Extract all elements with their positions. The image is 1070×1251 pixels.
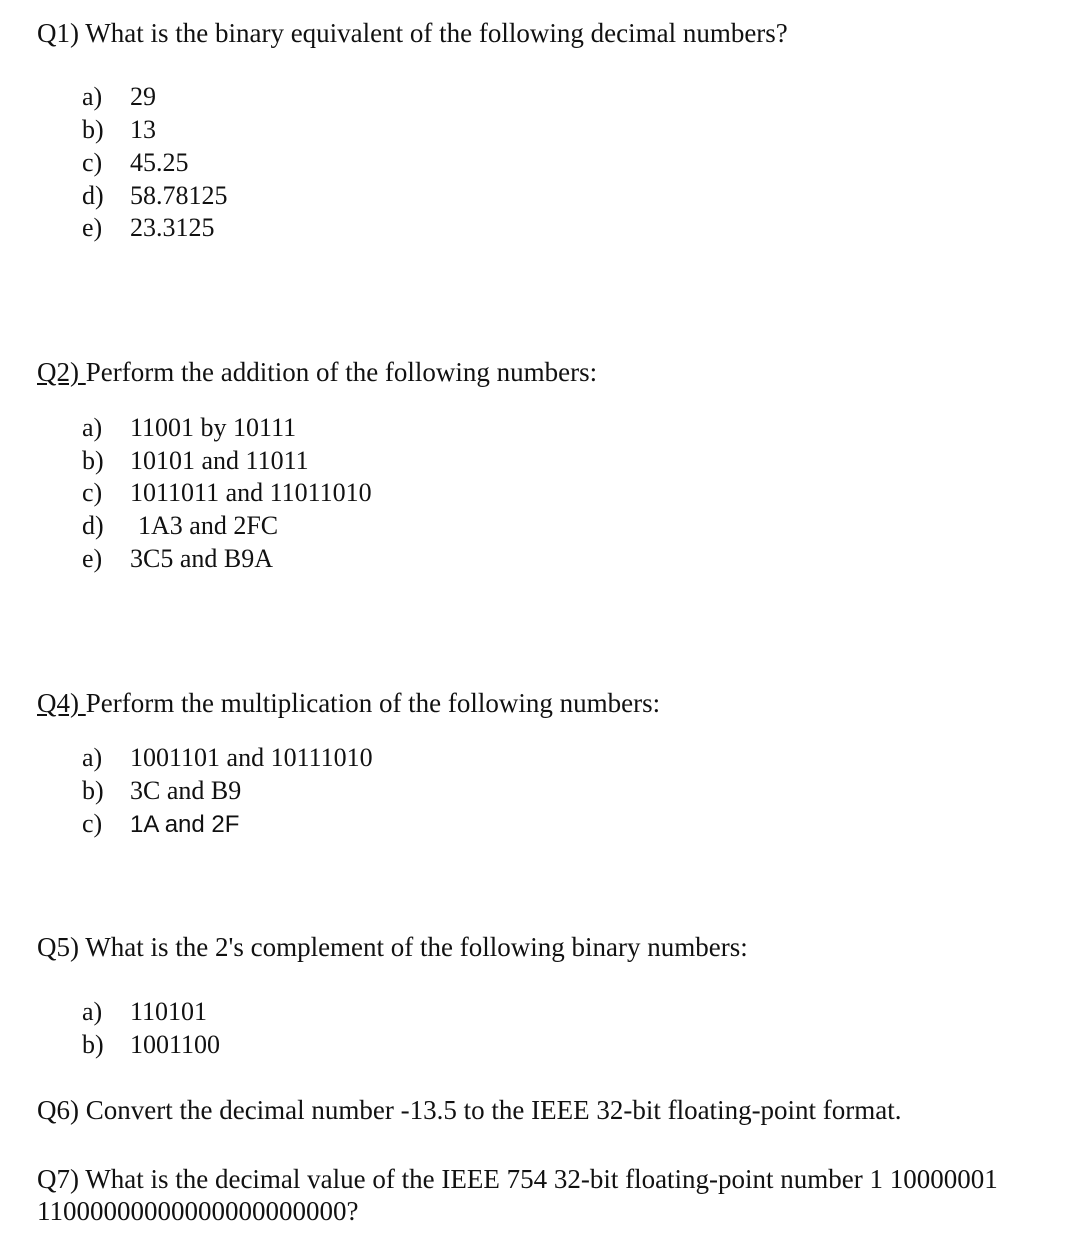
question-7-title-line1: Q7) What is the decimal value of the IEEE 754 32-bit floating-point number 1 10000001 xyxy=(37,1164,998,1194)
q2-item-a xyxy=(82,413,296,443)
item-text: 13 xyxy=(130,115,156,144)
item-label: a) xyxy=(82,82,103,111)
item-label: d) xyxy=(82,511,104,540)
item-text: 11001 by 10111 xyxy=(130,413,297,442)
item-label: a) xyxy=(82,997,103,1026)
q2-item-c xyxy=(82,478,372,508)
q4-item-c xyxy=(82,809,239,840)
item-label: b) xyxy=(82,776,104,805)
item-text: 1A and 2F xyxy=(130,811,240,838)
item-label: b) xyxy=(82,446,104,475)
item-text: 10101 and 11011 xyxy=(130,446,309,475)
item-label: b) xyxy=(82,1030,104,1059)
question-1-title: Q1) What is the binary equivalent of the following decimal numbers? xyxy=(37,18,788,48)
q2-item-e xyxy=(82,544,273,574)
item-text: 23.3125 xyxy=(130,213,215,242)
item-text: 3C5 and B9A xyxy=(130,544,273,573)
item-label: a) xyxy=(82,413,103,442)
item-text: 3C and B9 xyxy=(130,776,242,805)
item-text: 1001100 xyxy=(130,1030,221,1059)
item-label: e) xyxy=(82,213,103,242)
question-text: Perform the multiplication of the following numbers: xyxy=(85,688,661,718)
item-label: c) xyxy=(82,478,103,507)
item-text: 110101 xyxy=(130,997,208,1026)
question-number: Q4) xyxy=(37,688,79,718)
question-2-title xyxy=(37,357,597,387)
item-label: b) xyxy=(82,115,104,144)
item-text: 58.78125 xyxy=(130,181,228,210)
q4-item-a xyxy=(82,743,373,773)
q1-item-b xyxy=(82,115,156,145)
item-label: d) xyxy=(82,181,104,210)
q5-item-a xyxy=(82,997,207,1027)
question-4-title xyxy=(37,688,660,718)
item-text: 1A3 and 2FC xyxy=(138,511,279,540)
question-5-title: Q5) What is the 2's complement of the following binary numbers: xyxy=(37,932,748,962)
q1-item-c xyxy=(82,148,189,178)
item-label: e) xyxy=(82,544,103,573)
item-text: 29 xyxy=(130,82,156,111)
question-text: Perform the addition of the following numbers: xyxy=(85,357,598,387)
q2-item-d xyxy=(82,511,278,541)
question-6-title: Q6) Convert the decimal number -13.5 to the IEEE 32-bit floating-point format. xyxy=(37,1095,902,1125)
q5-item-b xyxy=(82,1030,220,1060)
question-number: Q2) xyxy=(37,357,79,387)
item-label: a) xyxy=(82,743,103,772)
q1-item-a xyxy=(82,82,156,112)
item-text: 45.25 xyxy=(130,148,189,177)
q2-item-b xyxy=(82,446,309,476)
item-label: c) xyxy=(82,148,103,177)
q1-item-e xyxy=(82,213,215,243)
question-7-title-line2: 11000000000000000000000? xyxy=(37,1196,359,1226)
item-text: 1011011 and 11011010 xyxy=(130,478,372,507)
item-label: c) xyxy=(82,809,103,838)
q1-item-d xyxy=(82,181,228,211)
q4-item-b xyxy=(82,776,241,806)
item-text: 1001101 and 10111010 xyxy=(130,743,373,772)
